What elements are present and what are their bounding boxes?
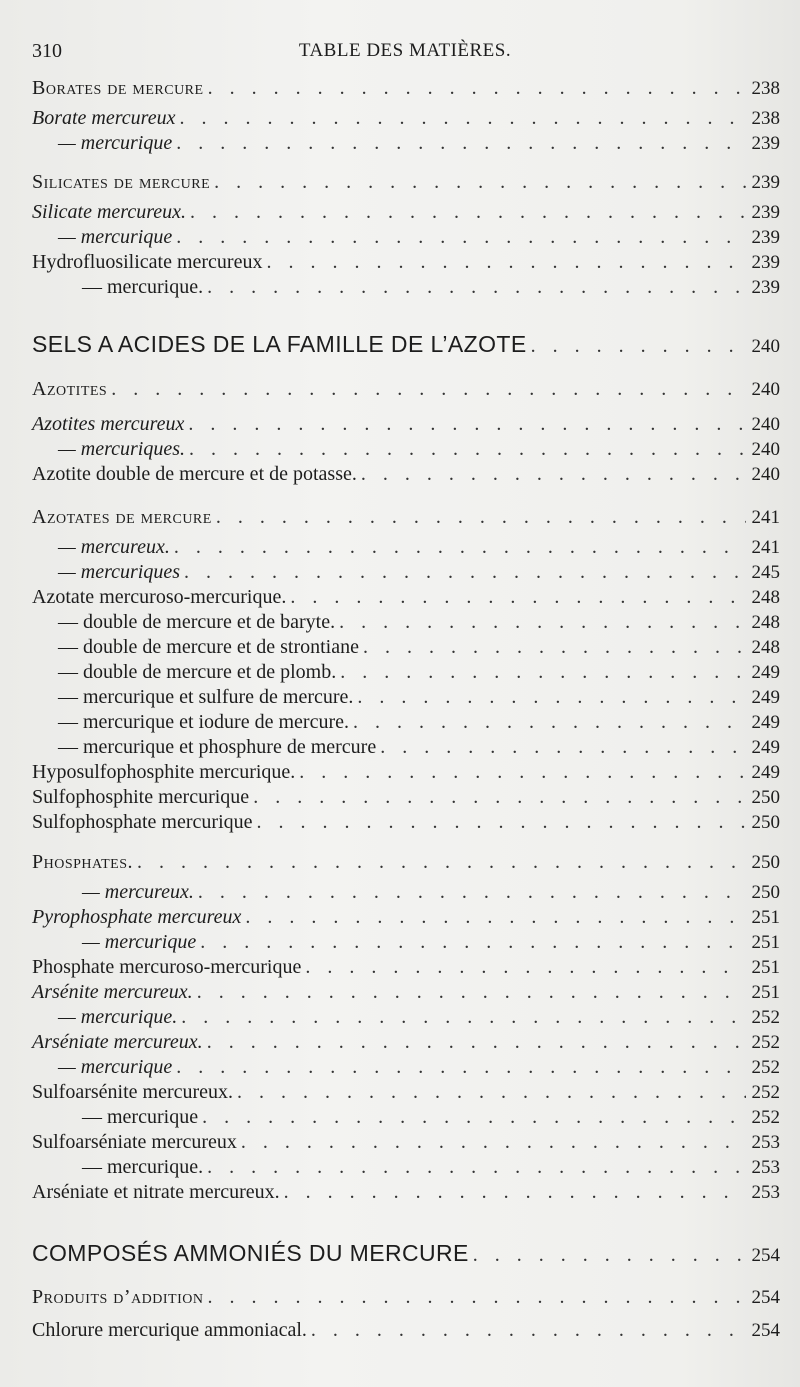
toc-entry-page: 252 [751,1007,780,1028]
toc-entry-label: Sulfoarséniate mercureux [32,1131,237,1153]
toc-entry-page: 240 [751,336,780,357]
toc-entry-label: — mercurique. [58,1006,178,1028]
toc-entry [32,1080,780,1105]
toc-entry-label: Borate mercureux [32,107,176,129]
toc-entry-page: 250 [751,812,780,833]
toc-entry-page: 252 [751,1082,780,1103]
toc-entry-label: — mercurique et iodure de mercure. [58,711,349,733]
toc-entry-label: — double de mercure et de strontiane [58,636,359,658]
toc-entry-page: 249 [751,712,780,733]
toc-entry-page: 252 [751,1057,780,1078]
toc-entry-page: 253 [751,1182,780,1203]
toc-entry-label: — mercurique [58,226,173,248]
toc-entry [32,585,780,610]
toc-entry [32,1055,780,1080]
toc-entry [32,106,780,131]
toc-entry [32,1005,780,1030]
toc-entry-label: — mercurique. [82,276,204,298]
toc-entry-page: 239 [751,277,780,298]
toc-entry-label: SELS A ACIDES DE LA FAMILLE DE L’AZOTE [32,331,527,357]
toc-entry [32,930,780,955]
toc-entry-label: Sulfophosphite mercurique [32,786,250,808]
toc-entry-label: — mercurique [82,931,197,953]
toc-entry-label: — double de mercure et de baryte. [58,611,336,633]
toc-entry [32,1285,780,1310]
toc-entry-label: Sulfoarsénite mercureux. [32,1081,234,1103]
toc-entry-label: Phosphate mercuroso-mercurique [32,956,302,978]
toc-entry [32,535,780,560]
toc-entry-page: 240 [751,414,780,435]
toc-section-heading [32,1241,780,1266]
toc-entry-page: 240 [751,464,780,485]
toc-entry-page: 238 [751,108,780,129]
toc-entry-page: 252 [751,1107,780,1128]
toc-entry-page: 238 [751,78,780,99]
toc-entry-page: 239 [751,133,780,154]
toc-entry-page: 241 [751,537,780,558]
toc-entry [32,462,780,487]
toc-entry-label: Borates de mercure [32,77,204,99]
toc-entry [32,1318,780,1343]
toc-entry-label: — mercurique. [82,1156,204,1178]
toc-entry-page: 253 [751,1157,780,1178]
toc-entry [32,610,780,635]
toc-entry [32,635,780,660]
toc-entry [32,560,780,585]
toc-entry-label: — mercurique et sulfure de mercure. [58,686,354,708]
toc-section-heading [32,332,780,357]
toc-entry-label: Azotite double de mercure et de potasse. [32,463,357,485]
toc-entry-label: Produits d’addition [32,1286,204,1308]
running-title: TABLE DES MATIÈRES. [298,40,512,61]
toc-entry [32,685,780,710]
toc-entry [32,905,780,930]
toc-entry-page: 239 [751,202,780,223]
toc-entry [32,250,780,275]
toc-entry-page: 251 [751,982,780,1003]
toc-entry-label: Arséniate et nitrate mercureux. [32,1181,280,1203]
toc-entry-page: 249 [751,737,780,758]
toc-entry [32,880,780,905]
toc-entry-page: 251 [751,957,780,978]
toc-entry [32,200,780,225]
toc-entry-label: Phosphates. [32,851,133,873]
toc-entry-page: 249 [751,662,780,683]
toc-entry [32,850,780,875]
toc-entry [32,170,780,195]
toc-entry-label: — mercureux. [58,536,170,558]
toc-entry-label: Pyrophosphate mercureux [32,906,242,928]
toc-entry-page: 248 [751,637,780,658]
toc-entry-page: 250 [751,852,780,873]
toc-entry [32,1155,780,1180]
toc-entry-page: 239 [751,172,780,193]
toc-entry-label: — mercurique [82,1106,199,1128]
toc-entry [32,980,780,1005]
toc-entry [32,437,780,462]
toc-entry [32,660,780,685]
toc-entry-page: 254 [751,1245,780,1266]
toc-entry-label: — double de mercure et de plomb. [58,661,337,683]
page-header [32,40,778,68]
toc-entry-page: 254 [751,1287,780,1308]
toc-entry-page: 239 [751,227,780,248]
toc-entry [32,955,780,980]
toc-entry-label: Silicates de mercure [32,171,211,193]
toc-entry-label: Arsénite mercureux. [32,981,193,1003]
toc-entry-label: Azotites [32,378,108,400]
toc-entry-label: — mercuriques [58,561,181,583]
toc-entry-label: — mercurique et phosphure de mercure [58,736,377,758]
toc-entry-page: 250 [751,787,780,808]
toc-entry-page: 245 [751,562,780,583]
toc-entry-label: Sulfophosphate mercurique [32,811,253,833]
toc-entry-page: 240 [751,379,780,400]
toc-entry-label: — mercureux. [82,881,194,903]
toc-entry [32,760,780,785]
toc-entry-page: 248 [751,587,780,608]
toc-entry-page: 251 [751,907,780,928]
toc-entry-page: 240 [751,439,780,460]
toc-entry [32,76,780,101]
toc-entry-label: — mercurique [58,1056,173,1078]
toc-entry [32,735,780,760]
toc-entry [32,1105,780,1130]
toc-entry [32,225,780,250]
toc-entry-page: 252 [751,1032,780,1053]
toc-entry-label: COMPOSÉS AMMONIÉS DU MERCURE [32,1240,469,1266]
toc-entry [32,810,780,835]
toc-entry-label: Arséniate mercureux. [32,1031,203,1053]
toc-entry [32,275,780,300]
toc-entry-label: Chlorure mercurique ammoniacal. [32,1319,307,1341]
toc-entry-label: — mercuriques. [58,438,186,460]
toc-entry [32,377,780,402]
toc-entry-label: Azotates de mercure [32,506,212,528]
toc-entry-page: 254 [751,1320,780,1341]
toc-entry-label: Silicate mercureux. [32,201,187,223]
toc-entry-label: Hyposulfophosphite mercurique. [32,761,296,783]
toc-entry [32,785,780,810]
toc-entry [32,131,780,156]
toc-entry-label: Azotate mercuroso-mercurique. [32,586,287,608]
toc-entry-page: 249 [751,762,780,783]
toc-entry [32,505,780,530]
toc-entry-page: 239 [751,252,780,273]
toc-entry-label: — mercurique [58,132,173,154]
toc-entry-page: 253 [751,1132,780,1153]
toc-entry [32,1180,780,1205]
toc-entry [32,1130,780,1155]
toc-entry-page: 251 [751,932,780,953]
toc-entry-page: 250 [751,882,780,903]
toc-entry [32,1030,780,1055]
toc-entry-page: 249 [751,687,780,708]
toc-entry-page: 248 [751,612,780,633]
toc-entry-label: Hydrofluosilicate mercureux [32,251,263,273]
toc-entry [32,710,780,735]
toc-entry [32,412,780,437]
toc-entry-label: Azotites mercureux [32,413,185,435]
toc-entry-page: 241 [751,507,780,528]
page-number: 310 [32,40,62,62]
